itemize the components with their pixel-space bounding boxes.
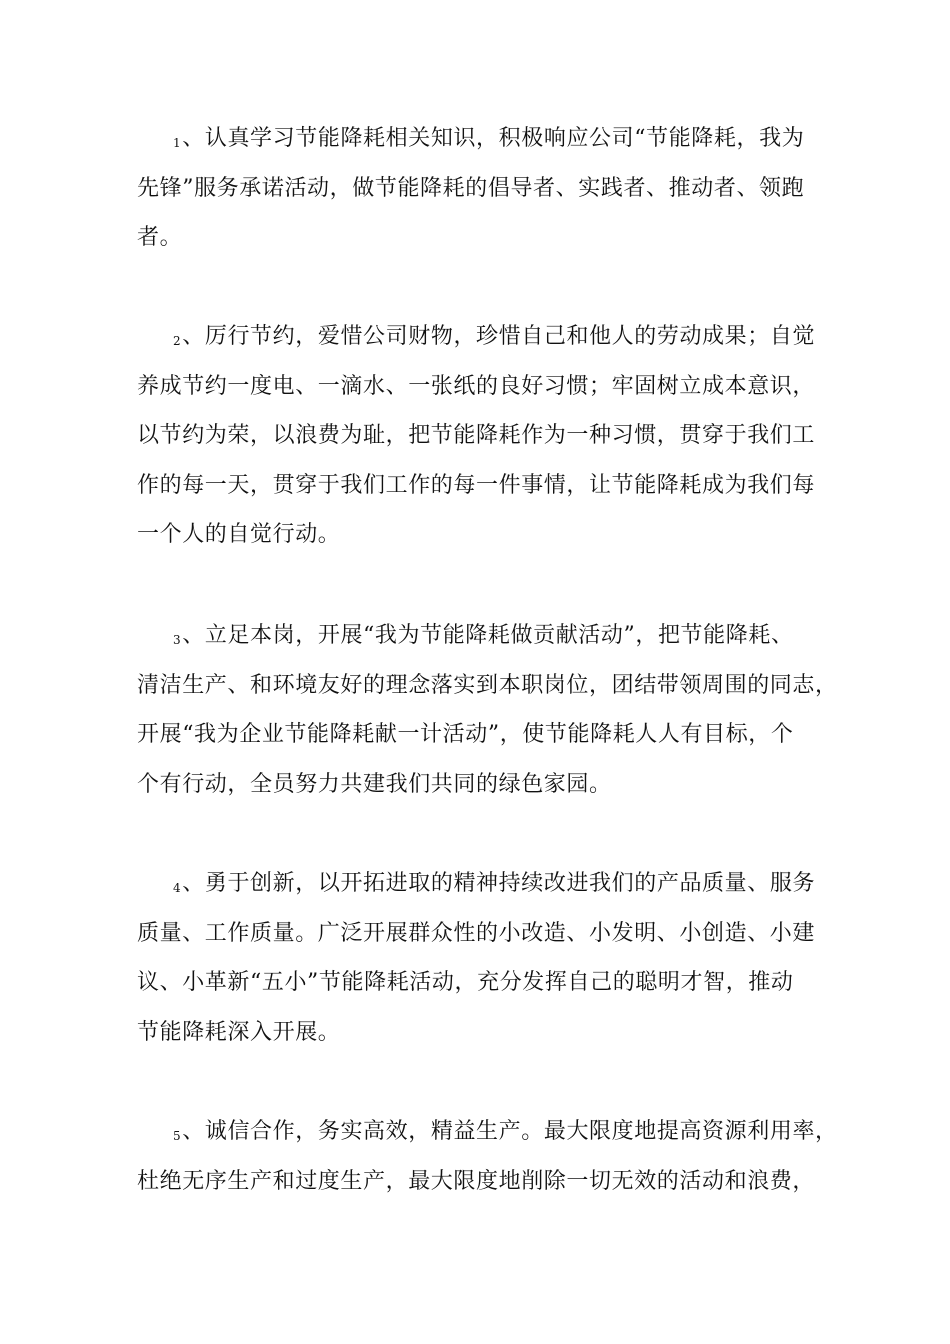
paragraph-text: 、诚信合作，务实高效，精益生产。最大限度地提高资源利用率， xyxy=(182,1119,838,1144)
paragraph-text: 、勇于创新，以开拓进取的精神持续改进我们的产品质量、服务 xyxy=(182,871,816,896)
paragraph-line: 个有行动，全员努力共建我们共同的绿色家园。 xyxy=(137,771,612,797)
paragraph-first-line xyxy=(137,312,817,362)
paragraph-line: 一个人的自觉行动。 xyxy=(137,522,341,547)
paragraph-line: 者。 xyxy=(137,225,183,250)
item-number: 3 xyxy=(173,633,182,647)
paragraph-line: 杜绝无序生产和过度生产，最大限度地削除一切无效的活动和浪费， xyxy=(137,1168,816,1194)
paragraph-5 xyxy=(137,1107,838,1206)
item-number: 2 xyxy=(173,334,182,348)
paragraph-line: 养成节约一度电、一滴水、一张纸的良好习惯；牢固树立成本意识， xyxy=(137,373,816,399)
paragraph-text: 、立足本岗，开展“我为节能降耗做贡献活动”，把节能降耗、 xyxy=(182,623,794,648)
paragraph-line: 议、小革新“五小”节能降耗活动，充分发挥自己的聪明才智，推动 xyxy=(137,970,794,995)
paragraph-text: 、厉行节约，爱惜公司财物，珍惜自己和他人的劳动成果；自觉 xyxy=(182,324,816,349)
paragraph-1 xyxy=(137,114,817,263)
paragraph-line: 节能降耗深入开展。 xyxy=(137,1019,341,1045)
item-number: 1 xyxy=(173,136,182,150)
paragraph-3 xyxy=(137,611,838,809)
paragraph-first-line xyxy=(137,1107,838,1157)
paragraph-first-line xyxy=(137,859,817,909)
paragraph-line: 开展“我为企业节能降耗献一计活动”，使节能降耗人人有目标，个 xyxy=(137,722,794,747)
paragraph-2 xyxy=(137,312,817,560)
item-number: 5 xyxy=(173,1129,182,1143)
item-number: 4 xyxy=(173,881,182,895)
paragraph-text: 、认真学习节能降耗相关知识，积极响应公司“节能降耗，我为 xyxy=(182,126,805,151)
paragraph-line: 以节约为荣，以浪费为耻，把节能降耗作为一种习惯，贯穿于我们工 xyxy=(137,423,816,448)
paragraph-first-line xyxy=(137,611,817,661)
paragraph-first-line xyxy=(137,114,817,164)
paragraph-line: 质量、工作质量。广泛开展群众性的小改造、小发明、小创造、小建 xyxy=(137,920,816,946)
paragraph-line: 作的每一天，贯穿于我们工作的每一件事情，让节能降耗成为我们每 xyxy=(137,472,816,498)
paragraph-line: 先锋”服务承诺活动，做节能降耗的倡导者、实践者、推动者、领跑 xyxy=(137,175,805,201)
paragraph-line: 清洁生产、和环境友好的理念落实到本职岗位，团结带领周围的同志， xyxy=(137,672,838,698)
paragraph-4 xyxy=(137,859,817,1057)
